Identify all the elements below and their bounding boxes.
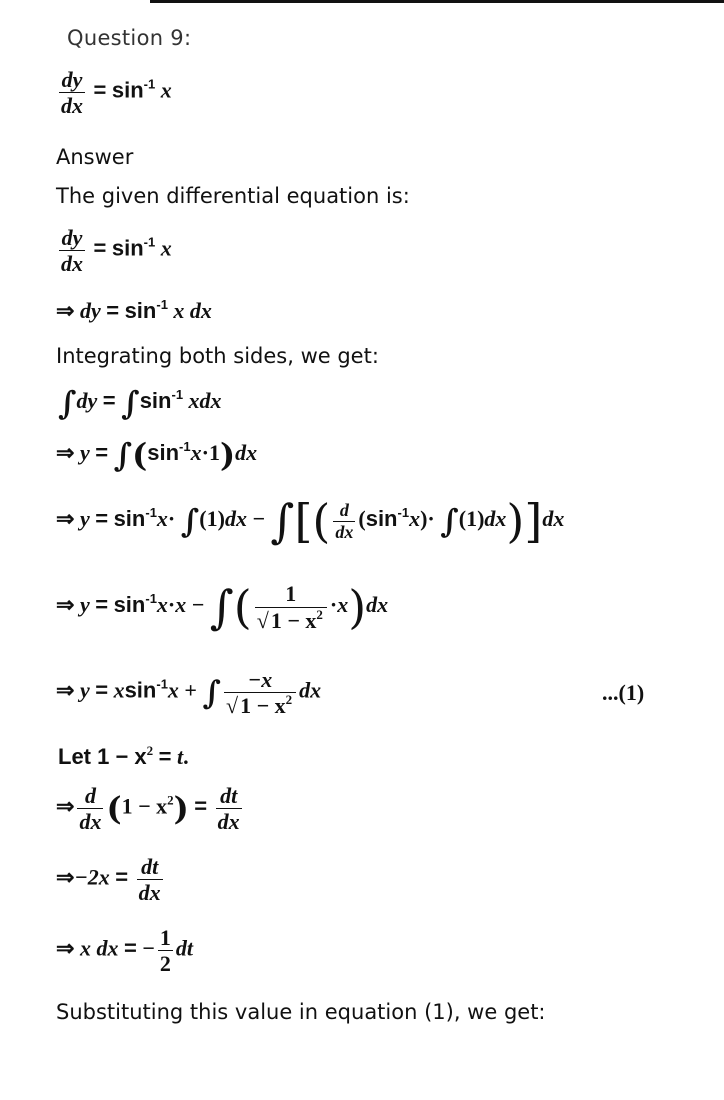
integrating-text: Integrating both sides, we get: (56, 344, 379, 368)
derivative-substituted: ⇒ $y = \sin^{-1}x\cdot x$ − ∫( $\frac{1}{√1 - x^2}$ ·x)dx (56, 580, 389, 634)
given-text: The given differential equation is: (56, 184, 410, 208)
by-parts-formula: ⇒ $y = \sin^{-1}x\cdot \int(1)dx$ − ∫[( $\frac{d}{dx}$ $(\sin^{-1}x)\cdot \int(1)dx)]dx$ (56, 494, 565, 548)
integral-equation: $\int dy = \int\sin^{-1}$ xdx (58, 384, 222, 422)
substitution-step: ⇒−2x = $\frac{dt}{dx}$ (56, 854, 161, 906)
given-equation: $\frac{dy}{dx}$ = $\sin^{-1} x$ (61, 225, 172, 277)
answer-heading: Answer (56, 145, 134, 169)
question-title: Question 9: (67, 26, 192, 50)
by-parts-setup: ⇒ $y = \int(\sin^{-1}x\cdot 1)dx$ (56, 436, 258, 474)
problem-equation: $\frac{dy}{dx}$ = $\sin^{-1} x$ (61, 67, 172, 119)
top-rule (150, 0, 724, 3)
substitution-result: ⇒ x dx = − $\frac{1}{2}$ dt (56, 925, 193, 977)
substituting-text: Substituting this value in equation (1), we get: (56, 1000, 546, 1024)
substitution-derivative: ⇒ $\frac{d}{dx}$ $(1 - x^2)$ = $\frac{dt}{dx}$ (56, 783, 240, 835)
separated-equation: ⇒ dy = $\sin^{-1} x$ dx (56, 297, 212, 323)
equation-one: ⇒ y = xsin$^{-1}$x + ∫ $\frac{-x}{√1 - x^2}$ dx (56, 667, 322, 719)
equation-tag: ...(1) (602, 680, 645, 705)
substitution-let: Let $1 - x^2 = t$. (58, 743, 189, 769)
